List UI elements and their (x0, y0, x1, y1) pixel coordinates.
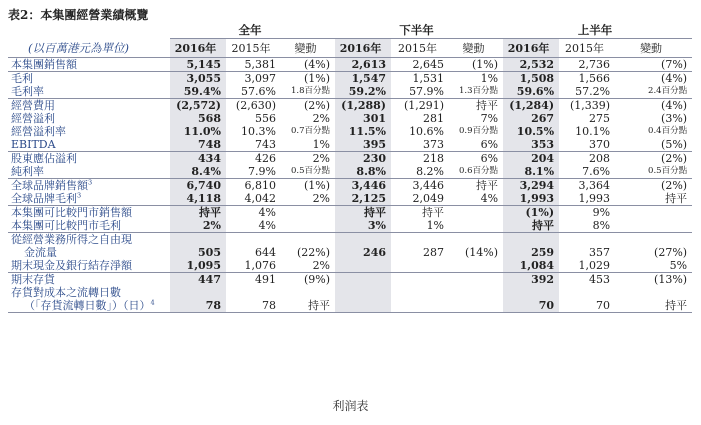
table-cell (281, 206, 335, 220)
table-cell: 3,364 (559, 179, 615, 193)
table-cell (503, 286, 559, 299)
table-cell: 0.5百分點 (648, 166, 688, 176)
table-cell: 10.5% (503, 125, 559, 138)
table-cell: 1,993 (503, 192, 559, 206)
table-row (8, 233, 692, 247)
table-cell: 0.6百分點 (459, 166, 499, 176)
table-cell: 6,740 (170, 179, 226, 193)
row-label: 本集團銷售額 (8, 58, 170, 72)
table-cell (615, 233, 692, 247)
table-cell: 1% (312, 138, 331, 151)
table-cell: (2,572) (170, 99, 226, 113)
row-label: 純利率 (11, 165, 44, 178)
table-cell: 6% (449, 152, 503, 166)
table-cell: 281 (423, 112, 445, 125)
table-cell: 持平 (503, 219, 559, 233)
table-cell (281, 233, 335, 247)
table-cell: 8.4% (170, 165, 226, 179)
table-cell: 1,547 (335, 72, 391, 86)
row-label: 存貨對成本之流轉日數 (11, 286, 121, 299)
table-cell: 78 (226, 299, 281, 313)
table-cell: 491 (226, 273, 281, 287)
table-cell: 1,566 (559, 72, 615, 86)
table-cell: 8.8% (335, 165, 391, 179)
table-cell (449, 206, 503, 220)
table-cell: 8.1% (503, 165, 559, 179)
column-header: 2015年 (231, 41, 271, 55)
table-cell: 6% (480, 138, 499, 151)
table-cell (391, 273, 449, 287)
table-cell: 1,993 (578, 192, 611, 205)
table-row (8, 165, 692, 179)
table-cell: 持平 (281, 299, 335, 313)
table-cell: 1,508 (503, 72, 559, 86)
table-cell: 7.6% (582, 165, 611, 178)
table-cell (335, 299, 391, 313)
table-cell: 373 (423, 138, 445, 151)
table-cell: 0.7百分點 (290, 126, 331, 136)
footnote-marker: 4 (150, 298, 155, 307)
table-cell (449, 286, 503, 299)
table-cell: 70 (559, 299, 615, 313)
table-cell: 持平 (449, 179, 503, 193)
table-cell: 1.8百分點 (290, 86, 331, 96)
row-label: 全球品牌毛利$^3$ (11, 191, 82, 205)
table-cell: (2%) (281, 99, 335, 113)
table-cell: 2,049 (412, 192, 445, 205)
table-cell: (1,291) (391, 99, 449, 113)
row-label: 經營溢利 (11, 112, 55, 125)
table-row (8, 259, 692, 273)
table-cell: 59.6% (503, 85, 559, 99)
table-cell: 204 (503, 152, 559, 166)
row-label: 期末現金及銀行結存淨額 (11, 259, 132, 272)
table-cell: 644 (255, 246, 276, 259)
table-cell: 370 (589, 138, 611, 151)
table-cell: 301 (335, 112, 391, 125)
table-cell (615, 286, 692, 299)
table-cell: 743 (255, 138, 276, 151)
table-cell: 287 (423, 246, 445, 259)
table-cell: 1% (426, 219, 445, 232)
table-title: 表2：本集團經營業績概覽 (8, 8, 149, 22)
table-cell: 4% (226, 206, 281, 220)
table-cell: 57.9% (409, 85, 445, 98)
table-row (8, 219, 692, 233)
row-label: 期末存貨 (8, 273, 170, 287)
table-cell: (4%) (615, 99, 692, 113)
table-cell: 2,736 (559, 58, 615, 72)
column-header: 變動 (294, 41, 317, 55)
column-header: 2016年 (335, 39, 391, 58)
table-row (8, 206, 692, 220)
table-cell: 0.5百分點 (290, 166, 331, 176)
table-cell: 70 (503, 299, 559, 313)
table-cell: 392 (503, 273, 559, 287)
table-cell (449, 259, 503, 273)
table-cell (449, 299, 503, 313)
table-row (8, 299, 692, 313)
table-cell: (2,630) (226, 99, 281, 113)
table-cell: 2% (312, 192, 331, 205)
row-label: 本集團可比較門市銷售額 (8, 206, 170, 220)
column-header-row (8, 39, 692, 58)
results-table (8, 22, 692, 313)
table-cell: (5%) (661, 138, 688, 151)
caption: 利润表 (332, 399, 369, 413)
row-label: 本集團可比較門市毛利 (11, 219, 121, 232)
row-label: 經營溢利率 (11, 125, 66, 138)
table-cell: 10.1% (575, 125, 611, 138)
table-row (8, 192, 692, 206)
table-cell: 267 (503, 112, 559, 125)
table-cell: 57.2% (575, 85, 611, 98)
table-cell: 11.5% (335, 125, 391, 138)
table-cell: 4,118 (170, 192, 226, 206)
table-row (8, 99, 692, 113)
table-cell: 230 (335, 152, 391, 166)
table-cell: 1,084 (503, 259, 559, 273)
table-cell: 3,097 (226, 72, 281, 86)
table-cell: 7% (480, 112, 499, 125)
table-cell: 208 (559, 152, 615, 166)
table-cell: 218 (391, 152, 449, 166)
table-cell: 3,446 (391, 179, 449, 193)
table-cell: (2%) (615, 179, 692, 193)
table-cell: 2% (312, 112, 331, 125)
table-cell: 259 (503, 246, 559, 259)
table-row (8, 112, 692, 125)
table-cell (281, 286, 335, 299)
table-cell: (4%) (281, 58, 335, 72)
table-cell: 2,645 (391, 58, 449, 72)
unit-note: (以百萬港元為單位) (28, 41, 129, 55)
table-cell (226, 286, 281, 299)
table-row (8, 58, 692, 72)
table-cell: 59.4% (170, 85, 226, 99)
table-cell: 10.3% (241, 125, 276, 138)
table-cell: 2% (312, 259, 331, 272)
table-cell: 1,076 (244, 259, 276, 272)
table-cell: 7.9% (248, 165, 276, 178)
table-row (8, 179, 692, 193)
table-cell: 434 (170, 152, 226, 166)
table-cell: 556 (255, 112, 276, 125)
table-cell: 748 (170, 138, 226, 152)
table-cell: 3% (335, 219, 391, 233)
row-label: 經營費用 (8, 99, 170, 113)
column-header: 2015年 (565, 41, 605, 55)
table-cell: 2% (170, 219, 226, 233)
table-row (8, 273, 692, 287)
table-cell: (27%) (654, 246, 688, 259)
table-cell: 357 (589, 246, 611, 259)
table-cell: 453 (559, 273, 615, 287)
table-cell: 持平 (335, 206, 391, 220)
table-cell: 2% (281, 152, 335, 166)
table-row (8, 286, 692, 299)
table-cell: (1,288) (335, 99, 391, 113)
table-cell: 78 (170, 299, 226, 313)
row-label: 從經營業務所得之自由現 (8, 233, 170, 247)
table-cell: 9% (559, 206, 615, 220)
table-cell: 447 (170, 273, 226, 287)
table-cell (170, 233, 226, 247)
table-cell: 4,042 (244, 192, 276, 205)
table-cell: 568 (170, 112, 226, 125)
table-cell: (2%) (615, 152, 692, 166)
table-cell (503, 233, 559, 247)
table-cell: (14%) (465, 246, 499, 259)
row-label: 毛利率 (11, 85, 44, 98)
table-cell: 275 (589, 112, 611, 125)
table-cell (391, 233, 449, 247)
table-cell: 持平 (615, 299, 692, 313)
table-cell: 持平 (391, 206, 449, 220)
table-cell: 426 (226, 152, 281, 166)
column-header: 2016年 (503, 39, 559, 58)
table-cell (226, 233, 281, 247)
table-cell: 2,613 (335, 58, 391, 72)
table-row (8, 85, 692, 99)
table-cell: 0.9百分點 (459, 126, 499, 136)
column-header: 2015年 (398, 41, 438, 55)
table-cell (559, 233, 615, 247)
table-cell: 1,095 (170, 259, 226, 273)
table-cell (615, 219, 692, 233)
table-cell (449, 219, 503, 233)
column-header: 2016年 (170, 39, 226, 58)
table-cell: 2,125 (335, 192, 391, 206)
table-cell: (1,339) (559, 99, 615, 113)
table-cell: 4% (258, 219, 276, 232)
table-cell: 2,532 (503, 58, 559, 72)
table-cell: 0.4百分點 (648, 126, 688, 136)
table-cell (391, 286, 449, 299)
table-row (8, 152, 692, 166)
row-label: 毛利 (8, 72, 170, 86)
table-cell: 6,810 (226, 179, 281, 193)
row-label: 金流量 (24, 246, 57, 259)
period-header-row (8, 22, 692, 39)
table-cell (335, 233, 391, 247)
table-cell: 4% (480, 192, 499, 205)
table-cell: 1,531 (391, 72, 449, 86)
table-cell: (4%) (615, 72, 692, 86)
period-label: 下半年 (335, 22, 503, 39)
table-cell: (22%) (296, 246, 331, 259)
table-cell: 5,145 (170, 58, 226, 72)
table-cell (559, 286, 615, 299)
table-cell: (1%) (281, 179, 335, 193)
table-row (8, 72, 692, 86)
table-cell: 246 (335, 246, 391, 259)
table-cell: 1,029 (578, 259, 611, 272)
table-cell: 1% (449, 72, 503, 86)
table-cell: 持平 (170, 206, 226, 220)
table-cell (391, 299, 449, 313)
footnote-marker: 3 (88, 178, 93, 187)
table-cell: 3,055 (170, 72, 226, 86)
table-cell (615, 206, 692, 220)
table-cell: (3%) (661, 112, 688, 125)
footnote-marker: 3 (77, 191, 82, 200)
row-label: （「存貨流轉日數」）（日）$^4$ (8, 299, 170, 313)
table-cell: (1,284) (503, 99, 559, 113)
table-cell: 8% (592, 219, 611, 232)
table-cell: 1.3百分點 (459, 86, 499, 96)
table-cell: (9%) (281, 273, 335, 287)
table-cell: (1%) (449, 58, 503, 72)
table-cell (449, 273, 503, 287)
table-cell (335, 273, 391, 287)
table-cell: 3,294 (503, 179, 559, 193)
table-row (8, 138, 692, 152)
table-cell: 持平 (665, 192, 688, 205)
table-row (8, 246, 692, 259)
table-cell: 3,446 (335, 179, 391, 193)
period-label: 全年 (170, 22, 335, 39)
row-label: EBITDA (11, 138, 56, 151)
table-cell: 353 (503, 138, 559, 152)
table-cell: 5% (669, 259, 688, 272)
table-cell (170, 286, 226, 299)
table-cell: 10.6% (409, 125, 445, 138)
period-label: 上半年 (503, 22, 692, 39)
table-cell: 8.2% (416, 165, 445, 178)
table-cell (335, 259, 391, 273)
table-cell: 持平 (449, 99, 503, 113)
table-cell: (13%) (615, 273, 692, 287)
table-cell: (7%) (615, 58, 692, 72)
column-header: 變動 (640, 41, 663, 55)
table-cell: (1%) (503, 206, 559, 220)
table-cell: 395 (335, 138, 391, 152)
table-cell: (1%) (281, 72, 335, 86)
row-label: 全球品牌銷售額$^3$ (8, 179, 170, 193)
table-cell (391, 259, 449, 273)
table-cell: 2.4百分點 (648, 86, 688, 96)
table-cell: 5,381 (226, 58, 281, 72)
row-label: 股東應佔溢利 (8, 152, 170, 166)
table-cell: 59.2% (335, 85, 391, 99)
table-cell: 57.6% (241, 85, 276, 98)
table-row (8, 125, 692, 138)
table-cell (335, 286, 391, 299)
table-cell: 505 (170, 246, 226, 259)
table-cell (281, 219, 335, 233)
table-cell (449, 233, 503, 247)
table-cell: 11.0% (170, 125, 226, 138)
column-header: 變動 (462, 41, 485, 55)
